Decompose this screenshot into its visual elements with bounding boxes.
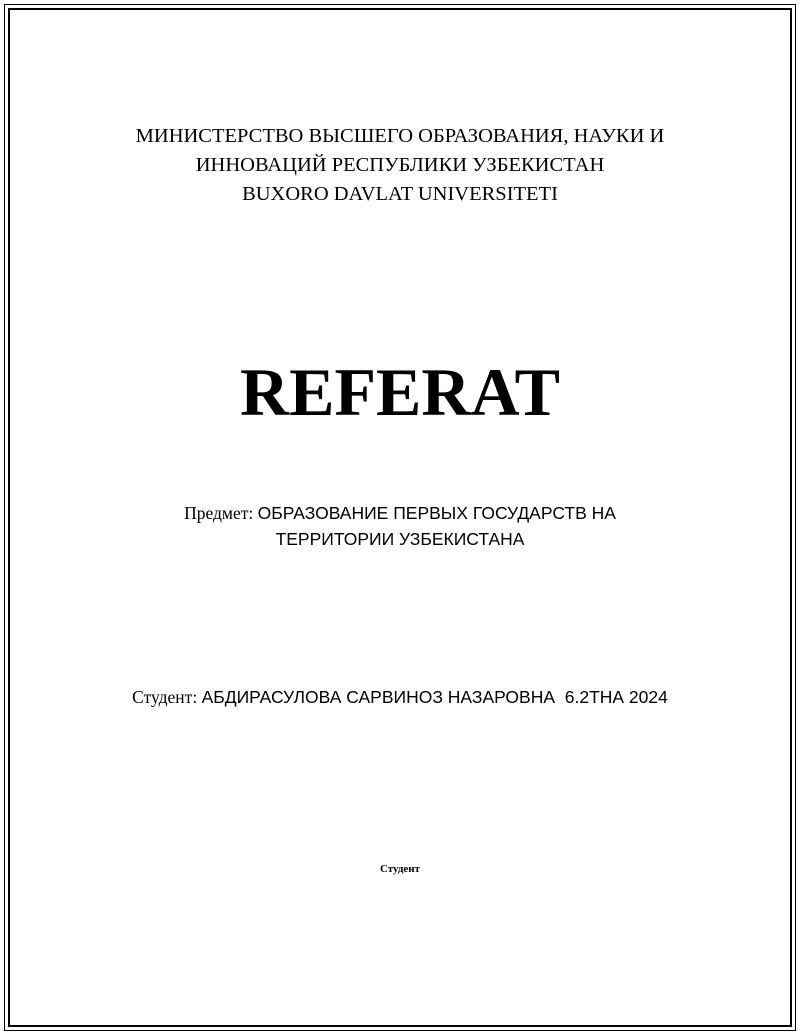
student-block	[0, 684, 800, 710]
ministry-header	[0, 122, 800, 209]
student-value: АБДИРАСУЛОВА САРВИНОЗ НАЗАРОВНА 6.2ТНА 2024	[201, 687, 668, 707]
subject-value-line-2: ТЕРРИТОРИИ УЗБЕКИСТАНА	[275, 529, 525, 549]
ministry-line-2: ИННОВАЦИЙ РЕСПУБЛИКИ УЗБЕКИСТАН	[195, 154, 605, 176]
student-label: Студент:	[132, 687, 202, 707]
ministry-line-1: МИНИСТЕРСТВО ВЫСШЕГО ОБРАЗОВАНИЯ, НАУКИ И	[135, 125, 665, 147]
university-name: BUXORO DAVLAT UNIVERSITETI	[242, 183, 558, 205]
subject-label: Предмет:	[184, 503, 258, 523]
subject-line-1	[0, 500, 800, 526]
subject-block	[0, 500, 800, 552]
footer-student-label: Студент	[379, 863, 421, 875]
document-title: REFERAT	[240, 354, 560, 430]
subject-value-line-1: ОБРАЗОВАНИЕ ПЕРВЫХ ГОСУДАРСТВ НА	[257, 503, 616, 523]
